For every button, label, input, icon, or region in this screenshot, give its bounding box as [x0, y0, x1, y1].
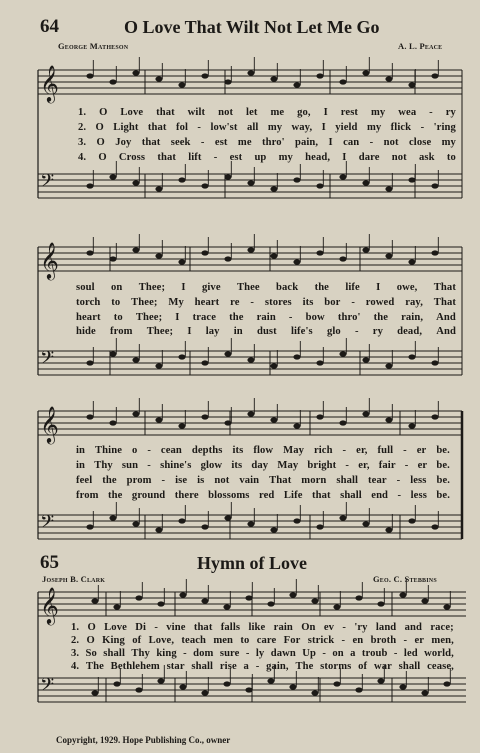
hymn-65-s1-verse-4: 4. The Bethlehem star shall rise a - gain, The storms of war shall cease, [71, 661, 454, 672]
hymn-64-number: 64 [40, 16, 59, 37]
copyright-notice: Copyright, 1929. Hope Publishing Co., owner [56, 735, 231, 745]
hymn-64-s3-verse-2: in Thy sun - shine's glow its day May bright - er, fair - er be. [76, 460, 450, 471]
hymn-65-number: 65 [40, 552, 59, 573]
hymn-65-s1-verse-2: 2. O King of Love, teach men to care For strick - en broth - er men, [71, 635, 454, 646]
treble-staff [38, 241, 462, 280]
hymn-64-s2-verse-4: hide from Thee; I lay in dust life's glo - ry dead, And [76, 326, 456, 337]
svg-text:𝄢: 𝄢 [40, 171, 55, 196]
svg-text:𝄞: 𝄞 [40, 405, 59, 443]
hymn-64-s1-verse-4: 4. O Cross that lift - est up my head, I dare not ask to [78, 152, 456, 163]
svg-text:𝄢: 𝄢 [40, 675, 55, 700]
svg-text:𝄢: 𝄢 [40, 348, 55, 373]
svg-text:𝄞: 𝄞 [40, 241, 59, 279]
hymn-64-s2-verse-2: torch to Thee; My heart re - stores its bor - rowed ray, That [76, 297, 456, 308]
hymn-65-title: Hymn of Love [197, 553, 307, 573]
hymn-64-s3-verse-4: from the ground there blossoms red Life that shall end - less be. [76, 490, 450, 501]
hymn-64-author: George Matheson [58, 41, 129, 51]
svg-text:𝄢: 𝄢 [40, 512, 55, 537]
hymn-64-system-3-music [0, 397, 480, 547]
hymn-64-s3-verse-1: in Thine o - cean depths its flow May rich - er, full - er be. [76, 445, 450, 456]
hymn-64-system-2-music [0, 233, 480, 383]
hymn-65-s1-verse-1: 1. O Love Di - vine that falls like rain On ev - 'ry land and race; [71, 622, 454, 633]
hymn-64-composer: A. L. Peace [398, 41, 443, 51]
hymn-64-s2-verse-1: soul on Thee; I give Thee back the life I owe, That [76, 282, 456, 293]
hymn-65-author: Joseph B. Clark [42, 574, 106, 584]
treble-staff [38, 64, 462, 103]
hymn-64-s1-verse-2: 2. O Light that fol - low'st all my way, I yield my flick - 'ring [78, 122, 456, 133]
hymn-65-composer: Geo. C. Stebbins [373, 574, 437, 584]
hymn-64-s3-verse-3: feel the prom - ise is not vain That morn shall tear - less be. [76, 475, 450, 486]
svg-text:𝄞: 𝄞 [40, 586, 59, 624]
hymn-65-s1-verse-3: 3. So shall Thy king - dom sure - ly dawn Up - on a troub - led world, [71, 648, 454, 659]
treble-staff [38, 405, 462, 444]
hymn-64-s1-verse-3: 3. O Joy that seek - est me thro' pain, I can - not close my [78, 137, 456, 148]
svg-text:𝄞: 𝄞 [40, 64, 59, 102]
hymn-64-title: O Love That Wilt Not Let Me Go [124, 17, 380, 37]
hymn-64-s1-verse-1: 1. O Love that wilt not let me go, I rest my wea - ry [78, 107, 456, 118]
hymn-64-s2-verse-3: heart to Thee; I trace the rain - bow thro' the rain, And [76, 312, 456, 323]
